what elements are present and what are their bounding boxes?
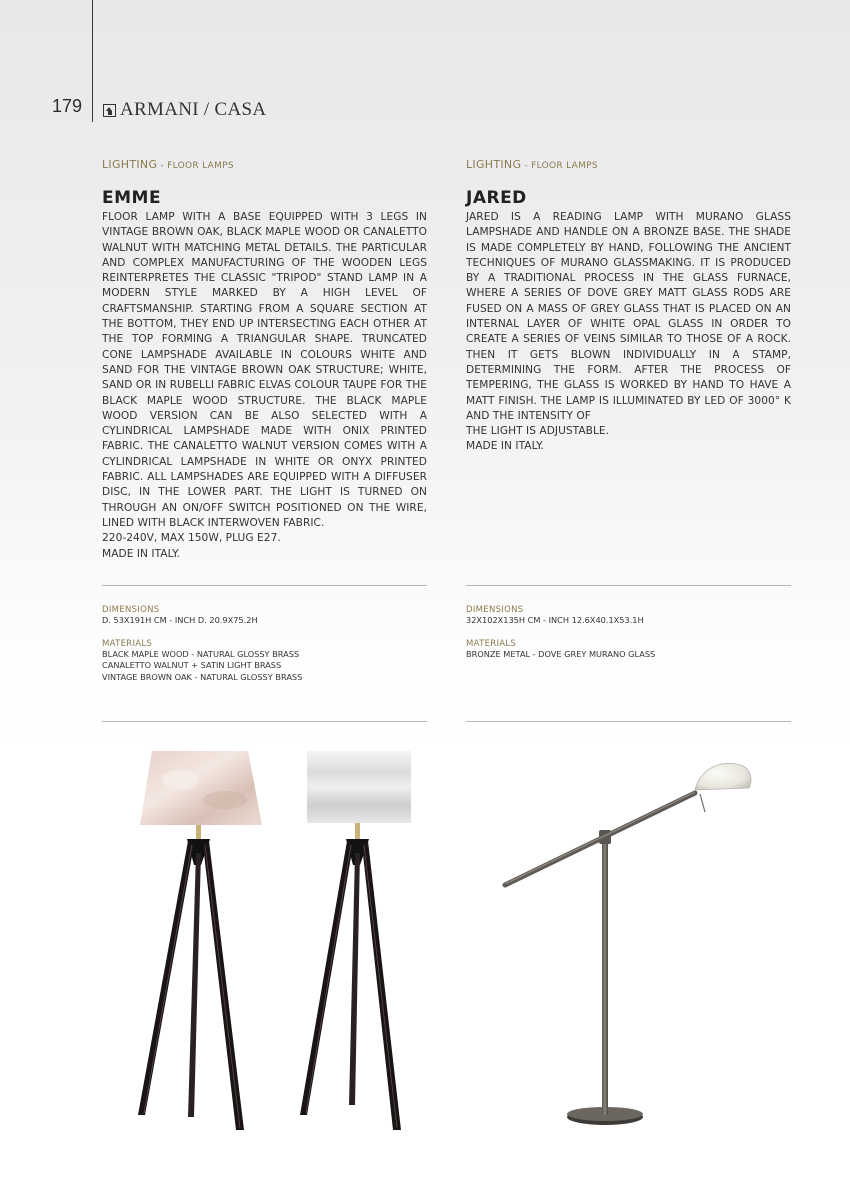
emme-category-main: LIGHTING xyxy=(102,158,158,171)
page-number: 179 xyxy=(52,96,83,116)
jared-dimensions-label: DIMENSIONS xyxy=(466,605,524,615)
jared-category xyxy=(466,158,791,171)
emme-product-column xyxy=(102,158,427,562)
emme-category xyxy=(102,158,427,171)
jared-material-1: BRONZE METAL - DOVE GREY MURANO GLASS xyxy=(466,648,656,659)
jared-description-body: JARED IS A READING LAMP WITH MURANO GLASS LAMPSHADE AND HANDLE ON A BRONZE BASE. THE SHADE IS MADE COMPLETELY BY HAND, FOLLOWING THE ANCIENT TECHNIQUES OF MURANO GLASSMAKING. IT IS PRODUCED BY A TRADITIONAL PROCESS IN THE GLASS FURNACE, WHERE A SERIES OF DOVE GREY MATT GLASS RODS ARE FUSED ON A MASS OF GREY GLASS THAT IS PLACED ON AN INTERNAL LAYER OF WHITE OPAL GLASS IN ORDER TO CREATE A SERIES OF VEINS SIMILAR TO THOSE OF A ROCK. THEN IT GETS BLOWN INDIVIDUALLY IN A STAMP, DETERMINING THE FORM. AFTER THE PROCESS OF TEMPERING, THE GLASS IS WORKED BY HAND TO HAVE A MATT FINISH. THE LAMP IS ILLUMINATED BY LED OF 3000° K AND THE INTENSITY OF xyxy=(466,211,791,422)
jared-description-origin: MADE IN ITALY. xyxy=(466,440,544,453)
emme-lamp-cylindrical-shade-image xyxy=(295,745,425,1140)
emme-description-specs: 220-240V, MAX 150W, PLUG E27. xyxy=(102,532,281,545)
emme-divider-top xyxy=(102,585,427,586)
jared-specs xyxy=(466,605,791,660)
emme-materials-label: MATERIALS xyxy=(102,638,153,649)
jared-description xyxy=(466,210,791,455)
emme-description-body: FLOOR LAMP WITH A BASE EQUIPPED WITH 3 LEGS IN VINTAGE BROWN OAK, BLACK MAPLE WOOD OR CANALETTO WALNUT WITH MATCHING METAL DETAILS. THE PARTICULAR AND COMPLEX MANUFACTURING OF THE WOODEN LEGS REINTERPRETES THE CLASSIC "TRIPOD" STAND LAMP IN A MODERN STYLE MARKED BY A HIGH LEVEL OF CRAFTSMANSHIP. STARTING FROM A SQUARE SECTION AT THE BOTTOM, THEY END UP INTERSECTING EACH OTHER AT THE TOP FORMING A TRIANGULAR SHAPE. TRUNCATED CONE LAMPSHADE AVAILABLE IN COLOURS WHITE AND SAND FOR THE VINTAGE BROWN OAK STRUCTURE; WHITE, SAND OR IN RUBELLI FABRIC ELVAS COLOUR TAUPE FOR THE BLACK MAPLE WOOD STRUCTURE. THE BLACK MAPLE WOOD VERSION CAN BE ALSO SELECTED WITH A CYLINDRICAL LAMPSHADE MADE WITH ONIX PRINTED FABRIC. THE CANALETTO WALNUT VERSION COMES WITH A CYLINDRICAL LAMPSHADE IN WHITE OR ONYX PRINTED FABRIC. ALL LAMPSHADES ARE EQUIPPED WITH A DIFFUSER DISC, IN THE LOWER PART. THE LIGHT IS TURNED ON THROUGH AN ON/OFF SWITCH POSITIONED ON THE WIRE, LINED WITH BLACK INTERWOVEN FABRIC. xyxy=(102,211,427,529)
emme-description-origin: MADE IN ITALY. xyxy=(102,547,180,560)
emme-product-name: EMME xyxy=(102,188,162,208)
jared-divider-top xyxy=(466,585,791,586)
jared-description-adjustable: THE LIGHT IS ADJUSTABLE. xyxy=(466,425,610,438)
jared-product-column xyxy=(466,158,791,455)
emme-dimensions-label: DIMENSIONS xyxy=(102,605,160,615)
brand-name: ARMANI / CASA xyxy=(120,99,267,120)
armani-casa-logo-icon xyxy=(103,104,116,117)
jared-dimensions-value: 32X102X135H CM - INCH 12.6X40.1X53.1H xyxy=(466,615,644,625)
emme-lamp-sand-shade-image xyxy=(130,745,270,1140)
jared-category-sub: - FLOOR LAMPS xyxy=(521,161,598,171)
emme-material-1: BLACK MAPLE WOOD - NATURAL GLOSSY BRASS xyxy=(102,648,300,659)
emme-material-3: VINTAGE BROWN OAK - NATURAL GLOSSY BRASS xyxy=(102,671,303,682)
emme-divider-bottom xyxy=(102,721,427,722)
emme-category-sub: - FLOOR LAMPS xyxy=(157,161,234,171)
jared-reading-lamp-image xyxy=(495,750,765,1135)
emme-material-2: CANALETTO WALNUT + SATIN LIGHT BRASS xyxy=(102,660,282,670)
emme-description xyxy=(102,210,427,562)
emme-specs xyxy=(102,605,427,683)
jared-product-name: JARED xyxy=(466,188,527,208)
jared-materials-label: MATERIALS xyxy=(466,638,517,649)
brand-logo xyxy=(103,99,266,121)
header-divider-line xyxy=(92,0,93,122)
jared-category-main: LIGHTING xyxy=(466,158,522,171)
jared-divider-bottom xyxy=(466,721,791,722)
emme-dimensions-value: D. 53X191H CM - INCH D. 20.9X75.2H xyxy=(102,615,258,625)
